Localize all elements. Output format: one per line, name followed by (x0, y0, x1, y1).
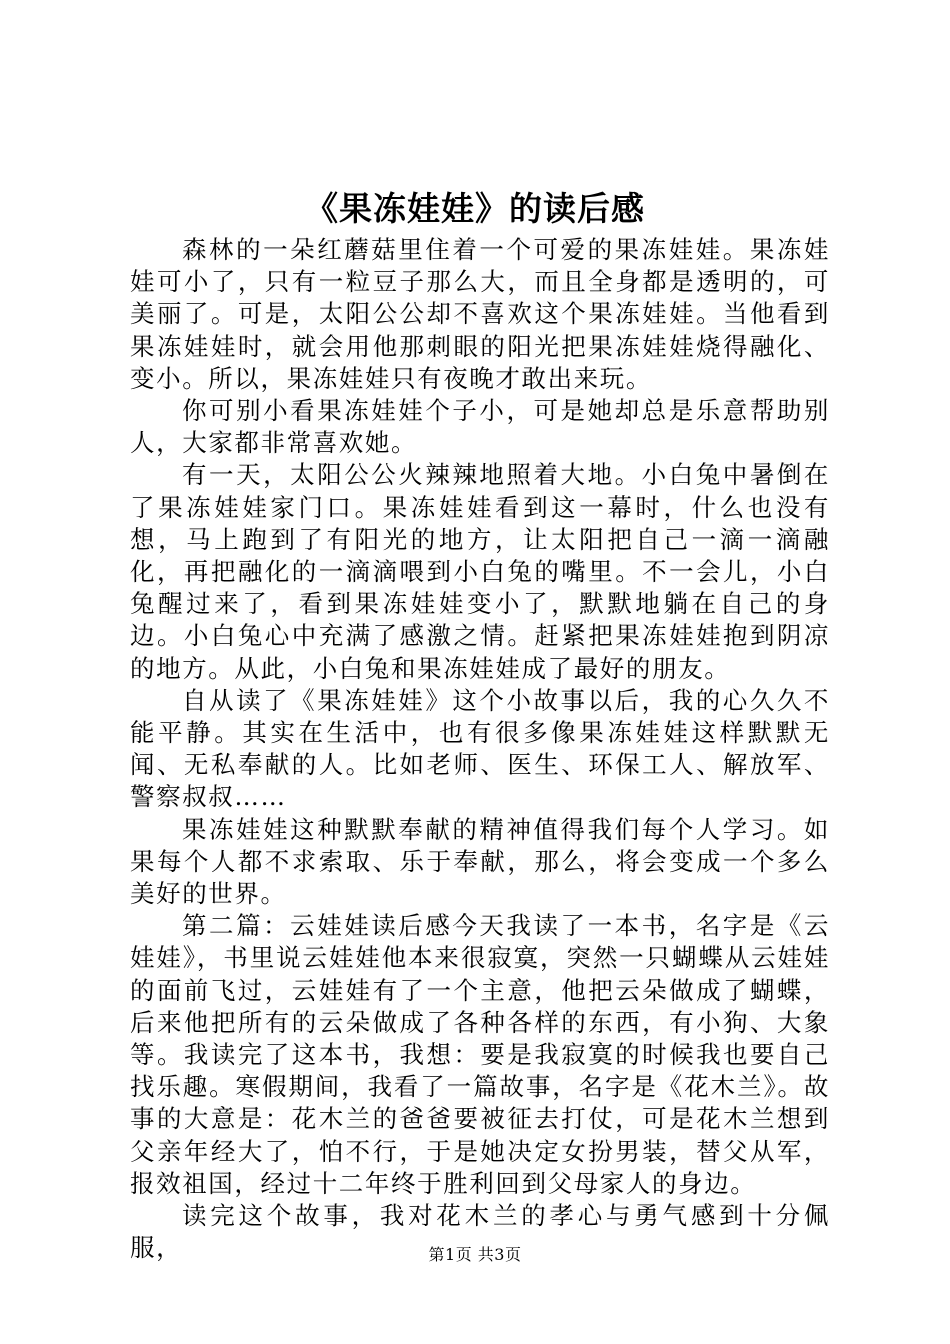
paragraph: 有一天，太阳公公火辣辣地照着大地。小白兔中暑倒在了果冻娃娃家门口。果冻娃娃看到这一幕时，什么也没有想，马上跑到了有阳光的地方，让太阳把自己一滴一滴融化，再把融化的一滴滴喂到小白兔的嘴里。不一会儿，小白兔醒过来了，看到果冻娃娃变小了，默默地躺在自己的身边。小白兔心中充满了感激之情。赶紧把果冻娃娃抱到阴凉的地方。从此，小白兔和果冻娃娃成了最好的朋友。 (130, 460, 830, 683)
paragraph: 森林的一朵红蘑菇里住着一个可爱的果冻娃娃。果冻娃娃可小了，只有一粒豆子那么大，而且全身都是透明的，可美丽了。可是，太阳公公却不喜欢这个果冻娃娃。当他看到果冻娃娃时，就会用他那刺眼的阳光把果冻娃娃烧得融化、变小。所以，果冻娃娃只有夜晚才敢出来玩。 (130, 235, 830, 393)
paragraph: 读完这个故事，我对花木兰的孝心与勇气感到十分佩服， (130, 1201, 830, 1263)
page-footer: 第1页 共3页 (428, 1245, 522, 1264)
paragraph: 你可别小看果冻娃娃个子小，可是她却总是乐意帮助别人，大家都非常喜欢她。 (130, 396, 830, 458)
paragraph: 自从读了《果冻娃娃》这个小故事以后，我的心久久不能平静。其实在生活中，也有很多像果冻娃娃这样默默无闻、无私奉献的人。比如老师、医生、环保工人、解放军、警察叔叔…… (130, 685, 830, 812)
document-title: 《果冻娃娃》的读后感 (305, 189, 645, 228)
document-body (130, 234, 830, 1265)
paragraph: 果冻娃娃这种默默奉献的精神值得我们每个人学习。如果每个人都不求索取、乐于奉献，那么，将会变成一个多么美好的世界。 (130, 814, 830, 909)
paragraph: 第二篇：云娃娃读后感今天我读了一本书，名字是《云娃娃》，书里说云娃娃他本来很寂寞，突然一只蝴蝶从云娃娃的面前飞过，云娃娃有了一个主意，他把云朵做成了蝴蝶，后来他把所有的云朵做成了各种各样的东西，有小狗、大象等。我读完了这本书，我想：要是我寂寞的时候我也要自己找乐趣。寒假期间，我看了一篇故事，名字是《花木兰》。故事的大意是：花木兰的爸爸要被征去打仗，可是花木兰想到父亲年经大了，怕不行，于是她决定女扮男装，替父从军，报效祖国，经过十二年终于胜利回到父母家人的身边。 (130, 911, 830, 1198)
